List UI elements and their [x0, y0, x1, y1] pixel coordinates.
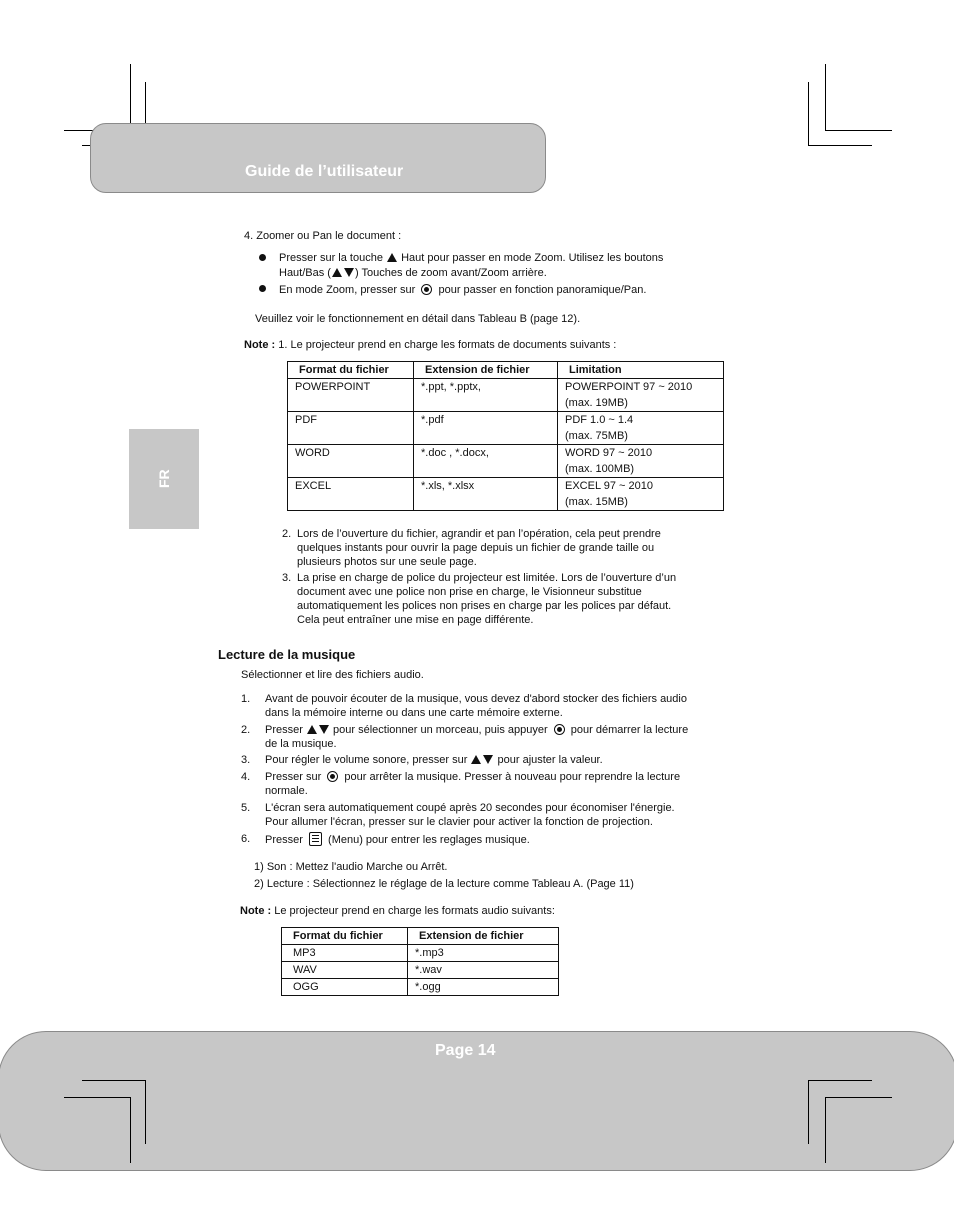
language-tab-label: FR: [156, 469, 172, 489]
table-row: [282, 979, 559, 996]
bullet-icon: [259, 285, 266, 292]
zoom-bullet-1: [279, 251, 663, 265]
table-row: [288, 412, 724, 445]
table-header: Extension de fichier: [408, 928, 559, 945]
step-line: Pour allumer l'écran, presser sur le clavier pour activer la fonction de projection.: [265, 816, 653, 828]
table-cell: PDF: [288, 412, 414, 445]
table-cell: POWERPOINT: [288, 379, 414, 412]
step-number: 5.: [241, 802, 251, 814]
text: (Menu) pour entrer les reglages musique.: [328, 834, 530, 846]
crop-mark: [808, 1080, 809, 1144]
table-cell: [558, 379, 724, 412]
music-step-4: [265, 770, 680, 798]
page-title: Guide de l’utilisateur: [245, 163, 404, 180]
limitation-size: (max. 75MB): [565, 430, 628, 442]
limitation-size: (max. 100MB): [565, 463, 635, 475]
note-line: plusieurs photos sur une seule page.: [297, 556, 477, 568]
crop-mark: [808, 1080, 872, 1081]
step-line: de la musique.: [265, 738, 337, 750]
note-number: 2.: [282, 528, 292, 540]
text: pour arrêter la musique. Presser à nouveau pour reprendre la lecture: [344, 771, 681, 783]
table-row: [282, 945, 559, 962]
text: pour sélectionner un morceau, puis appuyer: [333, 724, 548, 736]
music-sub-1: 1) Son : Mettez l'audio Marche ou Arrêt.: [254, 861, 448, 873]
text: Haut/Bas (: [279, 267, 331, 279]
ok-button-icon: [327, 771, 338, 782]
zoom-heading: 4. Zoomer ou Pan le document :: [244, 230, 402, 242]
arrow-up-icon: [387, 253, 397, 262]
step-line: [265, 723, 688, 737]
crop-mark: [808, 82, 809, 146]
note-line: Cela peut entraîner une mise en page différente.: [297, 614, 534, 626]
limitation-version: EXCEL 97 ~ 2010: [565, 480, 653, 492]
page-number: Page 14: [435, 1042, 496, 1059]
limitation-version: WORD 97 ~ 2010: [565, 447, 653, 459]
note-line: document avec une police non prise en charge, le Visionneur substitue: [297, 586, 642, 598]
text: Presser: [265, 724, 303, 736]
note-3: [297, 571, 676, 627]
menu-button-icon: [309, 832, 322, 846]
music-step-6: [265, 832, 530, 847]
limitation-size: (max. 15MB): [565, 496, 628, 508]
step-line: normale.: [265, 785, 308, 797]
audio-formats-table: [281, 927, 559, 996]
text: pour passer en fonction panoramique/Pan.: [438, 284, 647, 296]
step-number: 4.: [241, 771, 251, 783]
music-intro: Sélectionner et lire des fichiers audio.: [241, 669, 424, 681]
table-header: Format du fichier: [282, 928, 408, 945]
text: En mode Zoom, presser sur: [279, 284, 416, 296]
table-row: [288, 379, 724, 412]
table-header-row: [282, 928, 559, 945]
section-title-music: Lecture de la musique: [218, 647, 356, 662]
note-line: La prise en charge de police du projecteur est limitée. Lors de l’ouverture d’un: [297, 572, 677, 584]
table-header-row: [288, 362, 724, 379]
note-line: Lors de l’ouverture du fichier, agrandir et pan l’opération, cela peut prendre: [297, 528, 661, 540]
table-cell: [558, 478, 724, 511]
header-tab: [90, 123, 546, 193]
step-line: dans la mémoire interne ou dans une carte mémoire externe.: [265, 707, 563, 719]
table-cell: *.ogg: [408, 979, 559, 996]
ok-button-icon: [554, 724, 565, 735]
text: ) Touches de zoom avant/Zoom arrière.: [354, 267, 547, 279]
crop-mark: [825, 130, 892, 131]
text: Presser: [265, 834, 303, 846]
table-cell: WORD: [288, 445, 414, 478]
bullet-icon: [259, 254, 266, 261]
step-line: L'écran sera automatiquement coupé après 20 secondes pour économiser l'énergie.: [265, 802, 675, 814]
crop-mark: [130, 1097, 131, 1163]
crop-mark: [82, 1080, 146, 1081]
table-cell: WAV: [282, 962, 408, 979]
music-step-5: [265, 801, 675, 829]
table-cell: MP3: [282, 945, 408, 962]
table-cell: *.xls, *.xlsx: [414, 478, 558, 511]
music-step-3: [265, 753, 603, 767]
note-number: 3.: [282, 572, 292, 584]
arrow-up-icon: [332, 268, 342, 277]
note-2: [297, 527, 661, 569]
step-line: Avant de pouvoir écouter de la musique, vous devez d'abord stocker des fichiers audio: [265, 693, 687, 705]
note-text: 1. Le projecteur prend en charge les formats de documents suivants :: [278, 339, 617, 351]
table-header: Extension de fichier: [414, 362, 558, 379]
limitation-version: PDF 1.0 ~ 1.4: [565, 414, 634, 426]
music-sub-2: 2) Lecture : Sélectionnez le réglage de la lecture comme Tableau A. (Page 11): [254, 878, 634, 890]
zoom-bullet-1-cont: [279, 266, 547, 280]
text: Haut pour passer en mode Zoom. Utilisez les boutons: [401, 252, 664, 264]
step-line: [265, 770, 680, 784]
crop-mark: [145, 1080, 146, 1144]
table-cell: *.pdf: [414, 412, 558, 445]
text: Presser sur: [265, 771, 322, 783]
step-number: 6.: [241, 833, 251, 845]
table-row: [282, 962, 559, 979]
note-label: Note :: [244, 339, 276, 351]
table-cell: [558, 445, 724, 478]
note-label: Note :: [240, 905, 272, 917]
table-cell: [558, 412, 724, 445]
crop-mark: [64, 1097, 131, 1098]
crop-mark: [825, 64, 826, 130]
table-row: [288, 445, 724, 478]
arrow-down-icon: [483, 755, 493, 764]
step-number: 2.: [241, 724, 251, 736]
table-cell: *.doc , *.docx,: [414, 445, 558, 478]
table-cell: *.mp3: [408, 945, 559, 962]
limitation-version: POWERPOINT 97 ~ 2010: [565, 381, 693, 393]
document-formats-table: [287, 361, 724, 511]
arrow-down-icon: [319, 725, 329, 734]
step-number: 3.: [241, 754, 251, 766]
audio-note: [240, 904, 555, 918]
note-text: Le projecteur prend en charge les formats audio suivants:: [274, 905, 555, 917]
ok-button-icon: [421, 284, 432, 295]
crop-mark: [825, 1097, 826, 1163]
note-line: quelques instants pour ouvrir la page depuis un fichier de grande taille ou: [297, 542, 655, 554]
table-row: [288, 478, 724, 511]
text: pour ajuster la valeur.: [497, 754, 603, 766]
music-step-2: [265, 723, 688, 751]
step-number: 1.: [241, 693, 251, 705]
doc-note: [244, 338, 616, 352]
text: Presser sur la touche: [279, 252, 383, 264]
see-table-b: Veuillez voir le fonctionnement en détail dans Tableau B (page 12).: [255, 313, 581, 325]
table-header: Limitation: [558, 362, 724, 379]
table-cell: OGG: [282, 979, 408, 996]
zoom-bullet-2: [279, 283, 646, 297]
table-header: Format du fichier: [288, 362, 414, 379]
table-cell: *.ppt, *.pptx,: [414, 379, 558, 412]
text: pour démarrer la lecture: [570, 724, 689, 736]
text: Pour régler le volume sonore, presser sur: [265, 754, 468, 766]
table-cell: *.wav: [408, 962, 559, 979]
limitation-size: (max. 19MB): [565, 397, 628, 409]
arrow-up-icon: [307, 725, 317, 734]
crop-mark: [825, 1097, 892, 1098]
music-step-1: [265, 692, 687, 720]
crop-mark: [808, 145, 872, 146]
arrow-down-icon: [344, 268, 354, 277]
arrow-up-icon: [471, 755, 481, 764]
note-line: automatiquement les polices non prises en charge par les polices par défaut.: [297, 600, 672, 612]
table-cell: EXCEL: [288, 478, 414, 511]
